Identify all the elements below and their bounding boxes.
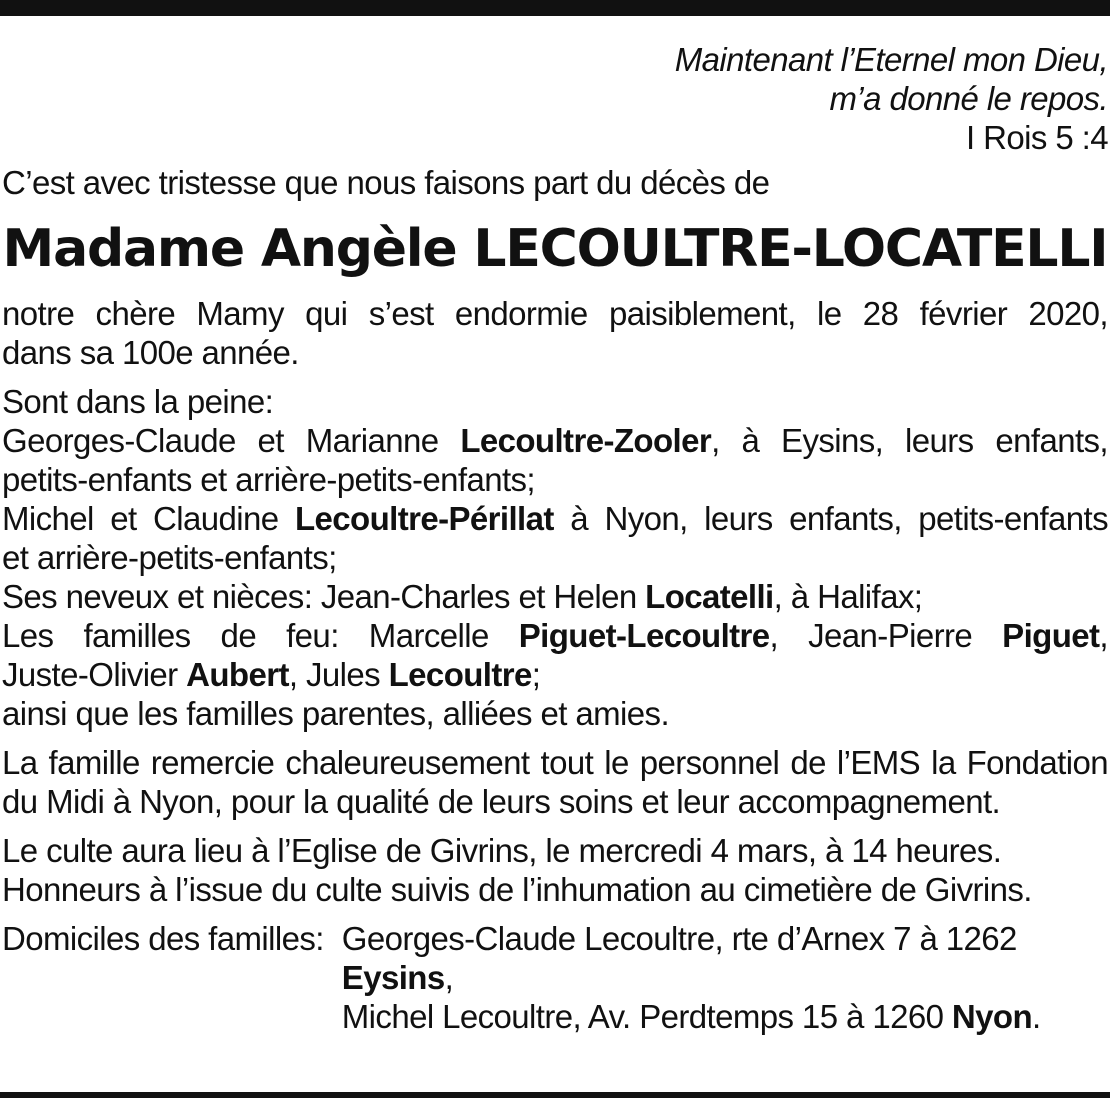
mourner-text: Juste-Olivier [2,656,187,693]
domicile-address-2 [342,997,1108,1036]
verse-reference: I Rois 5 :4 [966,119,1108,156]
address-punct: , [444,959,454,996]
obituary-notice [2,40,1108,1036]
mourner-text: , à Eysins, leurs enfants, [711,422,1108,459]
domiciles-label: Domiciles des familles: [2,920,324,957]
family-domiciles [2,919,1108,1036]
mourner-text: , [1099,617,1108,654]
domicile-address-1 [342,919,1108,997]
announcement [2,294,1108,372]
family-name: Lecoultre-Zooler [460,422,712,459]
family-name: Piguet-Lecoultre [518,617,770,654]
family-name: Lecoultre-Périllat [294,500,554,537]
family-name: Lecoultre [388,656,532,693]
bottom-border-rule [0,1092,1110,1098]
verse-line-1: Maintenant l’Eternel mon Dieu, [674,41,1108,78]
thanks-line-2: du Midi à Nyon, pour la qualité de leurs soins et leur accompagnement. [2,783,1001,820]
mourner-entry-4 [2,616,1108,655]
mourner-entry-2 [2,499,1108,538]
address-town: Nyon [951,998,1033,1035]
mourner-text: , Jean-Pierre [769,617,1003,654]
top-border-rule [0,0,1110,16]
thanks-paragraph [2,743,1108,821]
family-name: Aubert [186,656,289,693]
mourner-text: , Jules [288,656,389,693]
address-town: Eysins [341,959,445,996]
mourner-entry-3 [2,577,1108,616]
mourner-text: ; [531,656,541,693]
service-line-2: Honneurs à l’issue du culte suivis de l’inhumation au cimetière de Givrins. [2,871,1032,908]
mourner-entry-2-cont: et arrière-petits-enfants; [2,539,337,576]
service-paragraph [2,831,1108,909]
mourners-heading: Sont dans la peine: [2,383,274,420]
family-name: Locatelli [645,578,774,615]
mourner-entry-1-cont: petits-enfants et arrière-petits-enfants; [2,461,536,498]
verse-line-2: m’a donné le repos. [829,80,1108,117]
mourner-text: Georges-Claude et Marianne [2,422,461,459]
announcement-line-1: notre chère Mamy qui s’est endormie paisiblement, le 28 février 2020, [2,295,1108,332]
mourner-entry-1 [2,421,1108,460]
deceased-name: Madame Angèle LECOULTRE-LOCATELLI [2,219,1108,279]
service-line-1: Le culte aura lieu à l’Eglise de Givrins, le mercredi 4 mars, à 14 heures. [2,832,1002,869]
family-name: Piguet [1002,617,1100,654]
mourner-entry-5: ainsi que les familles parentes, alliées et amies. [2,695,670,732]
mourner-text: , à Halifax; [773,578,923,615]
mourners-list [2,382,1108,733]
mourner-text: Michel et Claudine [2,500,295,537]
mourner-text: Les familles de feu: Marcelle [2,617,519,654]
announcement-line-2: dans sa 100e année. [2,334,299,371]
mourner-text: à Nyon, leurs enfants, petits-enfants [553,500,1108,537]
bible-verse [2,40,1108,157]
address-text: Michel Lecoultre, Av. Perdtemps 15 à 1260 [341,998,952,1035]
address-punct: . [1032,998,1041,1035]
intro-text: C’est avec tristesse que nous faisons part du décès de [2,164,770,201]
mourner-text: Ses neveux et nièces: Jean-Charles et Helen [2,578,646,615]
domiciles-addresses [342,919,1108,1036]
address-text: Georges-Claude Lecoultre, rte d’Arnex 7 à 1262 [341,920,1017,957]
mourner-entry-4-cont [2,655,1108,694]
thanks-line-1: La famille remercie chaleureusement tout le personnel de l’EMS la Fondation [2,744,1108,781]
